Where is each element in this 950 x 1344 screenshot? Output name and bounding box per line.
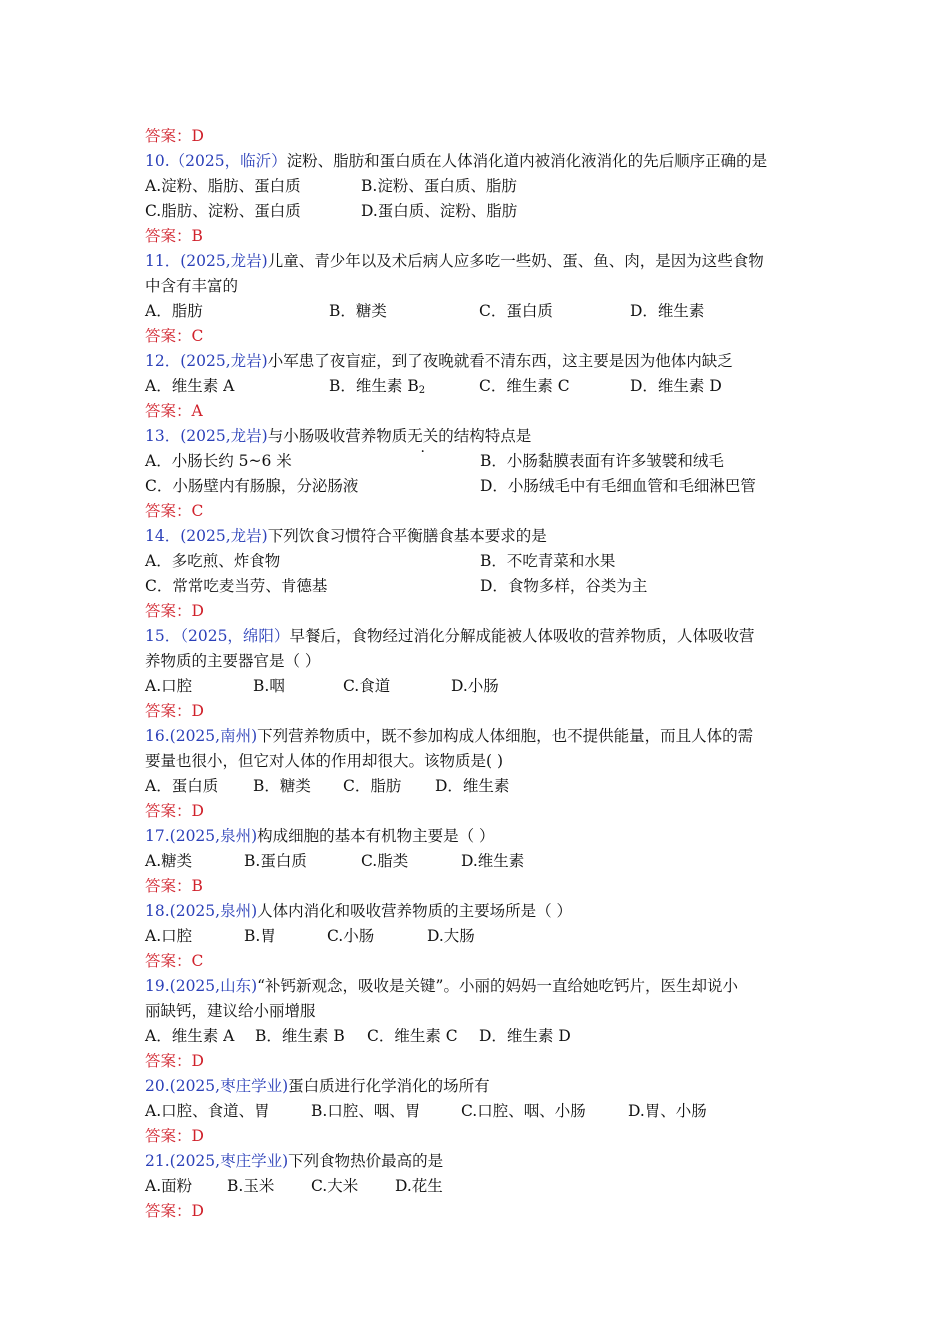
option-b: B．维生素 $B_2$ bbox=[329, 377, 426, 396]
option-b: B.口腔、咽、胃 bbox=[311, 1102, 421, 1120]
option-c: C．维生素 C bbox=[367, 1027, 458, 1045]
question-15-stem: 15．（2025，绵阳）早餐后，食物经过消化分解成能被人体吸收的营养物质，人体吸收营 bbox=[145, 627, 755, 645]
question-17-stem: 17.(2025,泉州)构成细胞的基本有机物主要是（ ） bbox=[145, 827, 495, 845]
question-19-options bbox=[145, 1024, 815, 1049]
option-c: C.小肠 bbox=[327, 927, 375, 945]
question-19-stem: 19.(2025,山东)“补钙新观念，吸收是关键”。小丽的妈妈一直给她吃钙片，医生却说小 bbox=[145, 977, 738, 995]
option-b: B.玉米 bbox=[227, 1177, 275, 1195]
question-10-stem: 10.（2025，临沂）淀粉、脂肪和蛋白质在人体消化道内被消化液消化的先后顺序正确的是 bbox=[145, 152, 768, 170]
option-a: A．蛋白质 bbox=[145, 777, 219, 795]
option-a: A.口腔 bbox=[145, 677, 193, 695]
question-21-options bbox=[145, 1174, 815, 1199]
option-d: D．小肠绒毛中有毛细血管和毛细淋巴管 bbox=[480, 477, 756, 495]
question-10-options-row2 bbox=[145, 199, 815, 224]
option-c: C．常常吃麦当劳、肯德基 bbox=[145, 577, 328, 595]
option-b: B.淀粉、蛋白质、脂肪 bbox=[361, 177, 517, 195]
option-b: B．糖类 bbox=[329, 302, 387, 320]
option-a: A．脂肪 bbox=[145, 302, 203, 320]
option-a: A．维生素 A bbox=[145, 377, 235, 395]
question-12-options bbox=[145, 374, 815, 399]
answer-line: 答案：B bbox=[145, 877, 203, 895]
question-14-options-row2 bbox=[145, 574, 815, 599]
question-19-stem-cont: 丽缺钙，建议给小丽增服 bbox=[145, 1002, 316, 1020]
option-d: D.蛋白质、淀粉、脂肪 bbox=[361, 202, 518, 220]
option-a: A．维生素 A bbox=[145, 1027, 235, 1045]
answer-line: 答案：D bbox=[145, 127, 204, 145]
answer-line: 答案：D bbox=[145, 1202, 204, 1220]
answer-line: 答案：D bbox=[145, 1052, 204, 1070]
option-b: B.咽 bbox=[253, 677, 285, 695]
option-d: D.维生素 bbox=[461, 852, 525, 870]
option-c: C.脂类 bbox=[361, 852, 409, 870]
option-c: C．小肠壁内有肠腺，分泌肠液 bbox=[145, 477, 359, 495]
question-16-stem-cont: 要量也很小，但它对人体的作用却很大。该物质是( ) bbox=[145, 752, 504, 770]
question-11-stem: 11．(2025,龙岩)儿童、青少年以及术后病人应多吃一些奶、蛋、鱼、肉，是因为这些食物 bbox=[145, 252, 764, 270]
answer-line: 答案：B bbox=[145, 227, 203, 245]
answer-line: 答案：D bbox=[145, 802, 204, 820]
option-a: A.口腔、食道、胃 bbox=[145, 1102, 270, 1120]
question-15-options bbox=[145, 674, 815, 699]
question-11-options bbox=[145, 299, 815, 324]
option-b: B.蛋白质 bbox=[244, 852, 307, 870]
question-17-options bbox=[145, 849, 815, 874]
question-12-stem: 12．(2025,龙岩)小军患了夜盲症，到了夜晚就看不清东西，这主要是因为他体内缺乏 bbox=[145, 352, 733, 370]
question-11-stem-cont: 中含有丰富的 bbox=[145, 277, 239, 295]
option-b: B．维生素 B bbox=[255, 1027, 345, 1045]
question-16-options bbox=[145, 774, 815, 799]
option-d: D．维生素 bbox=[435, 777, 510, 795]
question-18-options bbox=[145, 924, 815, 949]
answer-line: 答案：C bbox=[145, 502, 204, 520]
option-d: D．维生素 D bbox=[630, 377, 722, 395]
option-d: D．维生素 D bbox=[479, 1027, 571, 1045]
option-a: A.淀粉、脂肪、蛋白质 bbox=[145, 177, 301, 195]
question-15-stem-cont: 养物质的主要器官是（ ） bbox=[145, 652, 321, 670]
answer-line: 答案：D bbox=[145, 702, 204, 720]
option-d: D．食物多样，谷类为主 bbox=[480, 577, 648, 595]
option-b: B．糖类 bbox=[253, 777, 311, 795]
option-d: D．维生素 bbox=[630, 302, 705, 320]
question-20-options bbox=[145, 1099, 815, 1124]
option-c: C．蛋白质 bbox=[479, 302, 553, 320]
question-13-options-row2 bbox=[145, 474, 815, 499]
option-b: B．小肠黏膜表面有许多皱襞和绒毛 bbox=[480, 452, 724, 470]
answer-line: 答案：C bbox=[145, 952, 204, 970]
option-a: A.口腔 bbox=[145, 927, 193, 945]
question-21-stem: 21.(2025,枣庄学业)下列食物热价最高的是 bbox=[145, 1152, 444, 1170]
option-d: D.花生 bbox=[395, 1177, 443, 1195]
question-13-options-row1 bbox=[145, 449, 815, 474]
question-list bbox=[145, 124, 815, 1224]
question-14-options-row1 bbox=[145, 549, 815, 574]
option-c: C.口腔、咽、小肠 bbox=[461, 1102, 586, 1120]
option-a: A．多吃煎、炸食物 bbox=[145, 552, 281, 570]
option-b: B．不吃青菜和水果 bbox=[480, 552, 616, 570]
question-13-stem: 13．(2025,龙岩)与小肠吸收营养物质无关的结构特点是 bbox=[145, 427, 532, 445]
option-c: C．脂肪 bbox=[343, 777, 402, 795]
option-a: A．小肠长约 5~6 米 bbox=[145, 452, 292, 470]
answer-line: 答案：C bbox=[145, 327, 204, 345]
question-20-stem: 20.(2025,枣庄学业)蛋白质进行化学消化的场所有 bbox=[145, 1077, 490, 1095]
option-c: C．维生素 C bbox=[479, 377, 570, 395]
question-18-stem: 18.(2025,泉州)人体内消化和吸收营养物质的主要场所是（ ） bbox=[145, 902, 573, 920]
option-c: C.脂肪、淀粉、蛋白质 bbox=[145, 202, 301, 220]
answer-line: 答案：D bbox=[145, 1127, 204, 1145]
question-14-stem: 14．(2025,龙岩)下列饮食习惯符合平衡膳食基本要求的是 bbox=[145, 527, 547, 545]
option-a: A.糖类 bbox=[145, 852, 193, 870]
option-d: D.大肠 bbox=[427, 927, 475, 945]
option-b: B.胃 bbox=[244, 927, 276, 945]
option-c: C.大米 bbox=[311, 1177, 359, 1195]
emphasis-text: 无关 bbox=[407, 427, 439, 445]
question-10-options-row1 bbox=[145, 174, 815, 199]
question-16-stem: 16.(2025,南州)下列营养物质中，既不参加构成人体细胞，也不提供能量，而且人体的需 bbox=[145, 727, 754, 745]
option-d: D.小肠 bbox=[451, 677, 499, 695]
option-d: D.胃、小肠 bbox=[628, 1102, 707, 1120]
answer-line: 答案：A bbox=[145, 402, 203, 420]
option-c: C.食道 bbox=[343, 677, 391, 695]
option-a: A.面粉 bbox=[145, 1177, 193, 1195]
answer-line: 答案：D bbox=[145, 602, 204, 620]
